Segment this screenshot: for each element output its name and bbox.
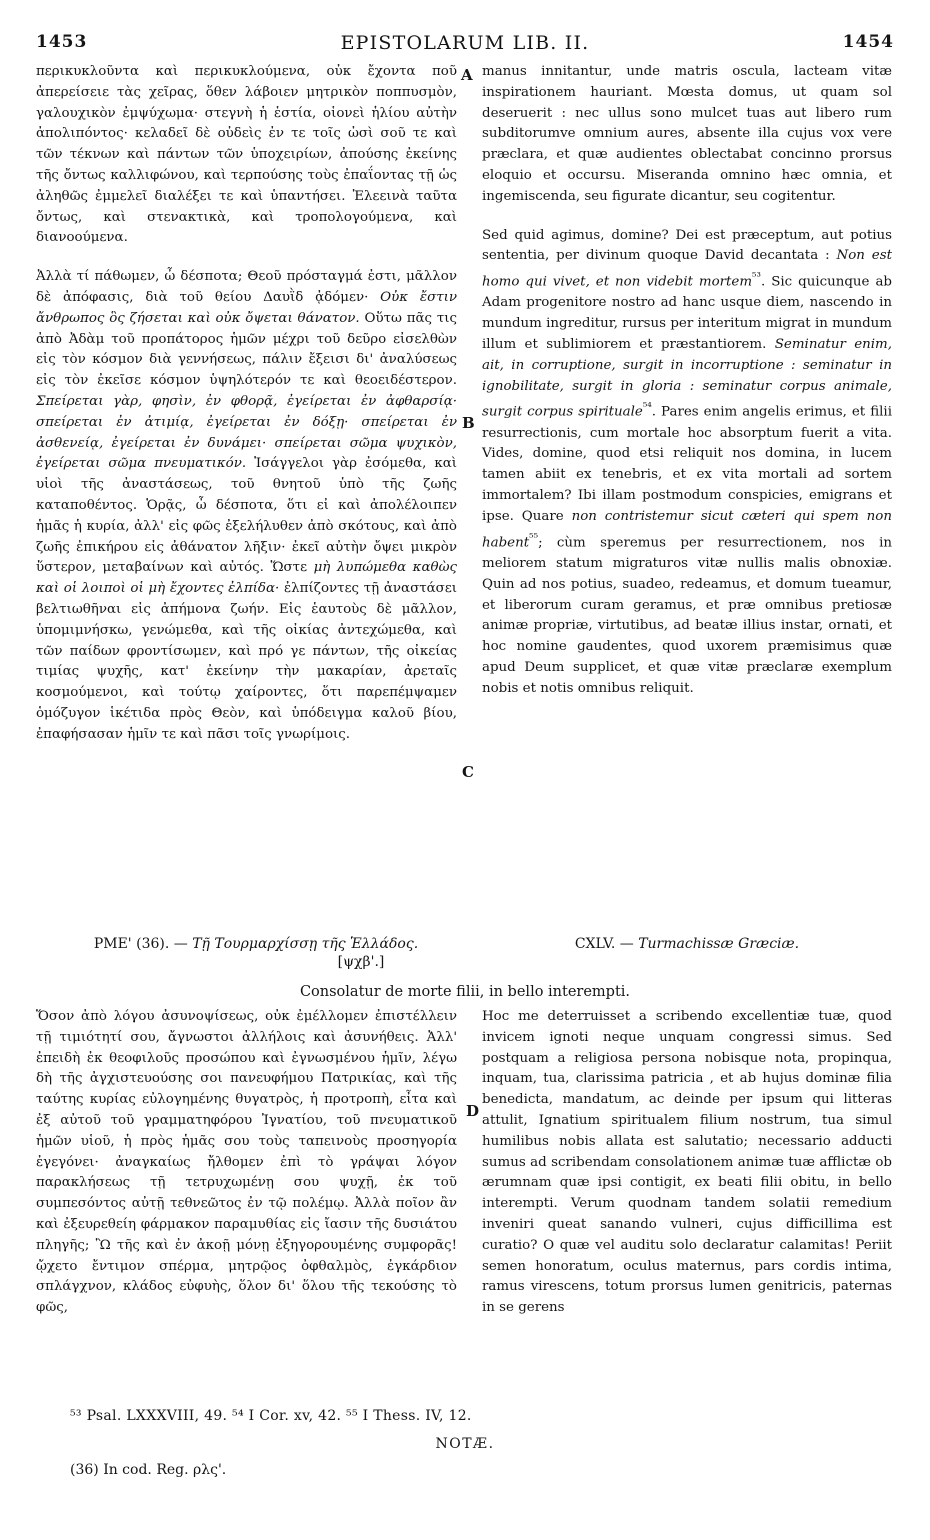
greek-paragraph-1: περικυκλοῦντα καὶ περικυκλούμενα, οὐκ ἔχοντα ποῦ ἀπερείσειε τὰς χεῖρας, ὅθεν λάβοιεν μητρικὸν ποππυσμὸν, γαλουχικὸν ἐμψύχωμα· στεγνὴ ἡ ἑστία, οἱονεὶ ἡλίου αὐτὴν ἀπολιπόντος· κελαδεῖ δὲ οὐδεὶς ἐν τε τοῖς ὠσὶ σοῦ τε καὶ τῶν τέκνων καὶ πάντων τῶν ὑποχειρίων, ἀπούσης ἐκείνης τῆς ὄντως καλλιφώνου, καὶ τερπούσης τοὺς ἐπαΐοντας τῇ ὡς ἀληθῶς ἐμμελεῖ διαλέξει τε καὶ ὑπαντήσει. Ἐλεεινὰ ταῦτα ὄντως, καὶ στενακτικὰ, καὶ τροπολογούμενα, καὶ διανοούμενα. <box>36 64 457 246</box>
running-title: EPISTOLARUM LIB. II. <box>340 32 590 54</box>
greek-epistle-heading <box>36 935 476 971</box>
latin-epistle-title: Turmachissæ Græciæ. <box>638 936 800 952</box>
footnote-mark: ⁵³ <box>752 270 761 284</box>
page-number-left: 1453 <box>36 32 88 52</box>
latin-text: ; cùm speremus per resurrectionem, nos in meliorem statum migraturos vitæ nullis malis obnoxiæ. Quin ad nos potius, suadeo, redeamus, et domum tueamur, et liberorum curam geramus, et præ omnibus pretiosæ animæ propriæ, virtutibus, ad beatæ illius instar, ornati, et hoc nomine gaudentes, quod uxorem præmisimus quæ apud Deum supplicet, et quæ vitæ præclaræ exemplum nobis et notis omnibus reliquit. <box>482 535 892 696</box>
latin-epistle-heading <box>482 935 892 953</box>
latin-text: . Sic quicunque ab Adam progenitore nostro ad hanc usque diem, nascendo in mundum ingreditur, rursus per interitum migrat in mundum illum et sublimiorem et præstantiorem. <box>482 274 893 353</box>
greek-text: ἐλπίζοντες τῇ ἀναστάσει βελτιωθῆναι εἰς ἀπήμονα ζωήν. Εἰς ἑαυτοὺς δὲ μᾶλλον, ὑπομιμνήσκω, γενώμεθα, καὶ τῆς οἰκίας ἀντεχώμεθα, καὶ τῶν παίδων φροντίσωμεν, καὶ πρό γε πάντων, τῆς οἰκείας τιμίας ψυχῆς, κατ' ἐκείνην τὴν μακαρίαν, ἀρεταῖς κοσμούμενοι, καὶ τούτῳ χαίροντες, ὅτι παρεπέμψαμεν ὁμόζυγον ἱκέτιδα πρὸς Θεὸν, καὶ ὑπόδειγμα καλοῦ βίου, ἐπαφήσασαν ἡμῖν τε καὶ πᾶσι τοῖς γνωρίμοις. <box>36 581 458 742</box>
notae-heading: NOTÆ. <box>435 1436 495 1452</box>
greek-column-bottom <box>36 1007 457 1319</box>
scripture-references: ⁵³ Psal. LXXXVIII, 49. ⁵⁴ I Cor. xv, 42. ⁵⁵ I Thess. IV, 12. <box>70 1408 472 1424</box>
greek-paragraph-2 <box>36 267 457 745</box>
epistle-argument: Consolatur de morte filii, in bello interempti. <box>299 984 631 1000</box>
section-marker-d: D <box>466 1102 480 1120</box>
greek-quotation: Οὐκ ἔστιν ἄνθρωπος ὃς ζήσεται καὶ οὐκ ὄψεται θάνατον. <box>36 289 458 326</box>
latin-text: . Pares enim angelis erimus, et filii resurrectionis, cum mortale hoc absorptum fuerit a vita. Vides, domine, quod etsi reliquit nos domina, in lucem tamen abiit ex tenebris, et ex vita mortali ad sortem immortalem? Ibi illam postmodum conspicies, emigrans et ipse. Quare <box>482 404 892 524</box>
greek-text: Ἀλλὰ τί πάθωμεν, ὦ δέσποτα; Θεοῦ πρόσταγμά ἐστι, μᾶλλον δὲ ἀπόφασις, διὰ τοῦ θείου Δαυῒδ ᾀδόμεν· <box>36 269 457 305</box>
footnote-mark: ⁵⁴ <box>642 400 652 414</box>
greek-quotation: Σπείρεται γὰρ, φησὶν, ἐν φθορᾷ, ἐγείρεται ἐν ἀφθαρσίᾳ· σπείρεται ἐν ἀτιμίᾳ, ἐγείρεται ἐν δόξῃ· σπείρεται ἐν ἀσθενείᾳ, ἐγείρεται ἐν δυνάμει· σπείρεται σῶμα ψυχικὸν, ἐγείρεται σῶμα πνευματικόν. <box>36 393 457 472</box>
greek-epistle-number: ΡΜΕ' (36). — <box>93 936 188 952</box>
greek-letter-text: Ὅσον ἀπὸ λόγου ἀσυνοψίσεως, οὐκ ἐμέλλομεν ἐπιστέλλειν τῇ τιμιότητί σου, ἄγνωστοι ἀλλήλοις καὶ ἀσυνήθεις. Ἀλλ' ἐπειδὴ ἐκ θεοφιλοῦς προσώπου καὶ ἐγνωσμένου ἡμῖν, λέγω δὴ τῆς ἀγχιστευούσης σοι πανευφήμου Πατρικίας, καὶ τῆς ταύτης κυρίας εὐλογημένης θυγατρὸς, ἡ προτροπὴ, εἶτα καὶ ἐξ αὐτοῦ τοῦ γραμματηφόρου Ἰγνατίου, τοῦ πνευματικοῦ ἡμῶν υἱοῦ, ἡ πρὸς ἡμᾶς σου τοὺς ταπεινοὺς προσηγορία ἐγεγόνει· ἀναγκαίως ἤλθομεν ἐπὶ τὸ γράψαι λόγον παρακλήσεως τῇ τετρυχωμένῃ σου ψυχῇ, ἐκ τοῦ συμπεσόντος αὐτῇ τεθνεῶτος ἐν τῷ πολέμῳ. Ἀλλὰ ποῖον ἂν καὶ ἐξευρεθείη φάρμακον παραμυθίας εἰς ἴασιν τῆς δυσιάτου πληγῆς; Ὢ τῆς καὶ ἐν ἀκοῇ μόνῃ ἐξηγορουμένης συμφορᾶς! ᾤχετο ἔντιμον σπέρμα, μητρῷος ὀφθαλμὸς, ἐγκάρδιον σπλάγχνον, κλάδος εὐφυὴς, ὅλον δι' ὅλου τῆς τεκούσης τὸ φῶς, <box>36 1009 457 1316</box>
greek-epistle-subnumber: [ψχβ'.] <box>337 954 385 970</box>
greek-epistle-title: Τῇ Τουρμαρχίσσῃ τῆς Ἑλλάδος. <box>192 936 419 952</box>
note-36: (36) In cod. Reg. ρλς'. <box>70 1462 227 1478</box>
greek-column-top <box>36 62 457 746</box>
latin-epistle-number: CXLV. — <box>574 936 634 952</box>
latin-paragraph-1: manus innitantur, unde matris oscula, lacteam vitæ inspirationem hauriant. Mœsta domus, ut quam sol deseruerit : nec ullus sono mulcet tuas aut libero rum subditorumve omnium aures, absente illa cujus vox vere præclara, et quæ audientes oblectabat concinno prorsus eloquio et occursu. Miseranda omnino hæc omnia, et ingemiscenda, seu figurate dicantur, seu cogitentur. <box>482 64 892 204</box>
latin-letter-text: Hoc me deterruisset a scribendo excellentiæ tuæ, quod invicem ignoti neque unquam congressi simus. Sed postquam a religiosa persona nobisque nota, propinqua, inquam, tua, clarissima patricia , et ab hujus dominæ filia benedicta, mandatum, ac deinde per ipsum qui litteras attulit, Ignatium spiritualem filium nostrum, tua simul humilibus nobis allata est salutatio; necessario adducti sumus ad scribendam consolationem animæ tuæ afflictæ ob ærumnam quæ ipsi contigit, ex beati filii obitu, in bello interempti. Verum quodnam tandem solatii remedium inveniri queat sanando vulneri, cujus difficillima est curatio? O quæ vel auditu solo declaratur calamitas! Periit semen honoratum, oculus maternus, pars cordis intima, ramus virescens, totum prorsus lumen genitricis, paternas in se gerens <box>482 1009 892 1316</box>
greek-text: Οὕτω πᾶς τις ἀπὸ Ἀδὰμ τοῦ προπάτορος ἡμῶν μέχρι τοῦ δεῦρο εἰσελθὼν εἰς τὸν κόσμον διὰ γεννήσεως, πάλιν ἔξεισι δι' ἀναλύσεως εἰς τὸν ἐκεῖσε κόσμον ὑψηλότερόν τε καὶ θεοειδέστερον. <box>36 310 457 389</box>
page-number-right: 1454 <box>842 32 894 52</box>
latin-quotation: Non est homo qui vivet, et non videbit mortem <box>482 248 892 290</box>
latin-column-bottom <box>482 1007 892 1319</box>
section-marker-a: A <box>461 66 473 84</box>
footnote-mark: ⁵⁵ <box>529 530 539 544</box>
page-header <box>36 32 894 56</box>
greek-text: Ἰσάγγελοι γὰρ ἐσόμεθα, καὶ υἱοὶ τῆς ἀναστάσεως, τοῦ θνητοῦ ὑπὸ τῆς ζωῆς καταποθέντος. Ὁρᾷς, ὦ δέσποτα, ὅτι εἰ καὶ ἀπολέλοιπεν ἡμᾶς ἡ κυρία, ἀλλ' εἰς φῶς ἐξελήλυθεν ἀπὸ σκότους, καὶ ἀπὸ ζωῆς ἐπικήρου εἰς ἀθάνατον λῆξιν· ἐκεῖ αὐτὴν ὄψει μικρὸν ὕστερον, μεταβαίνων καὶ αὐτός. Ὥστε <box>36 456 457 576</box>
latin-column-top <box>482 62 892 700</box>
latin-quotation: non contristemur sicut cæteri qui spem non habent <box>482 508 892 551</box>
latin-text: Sed quid agimus, domine? Dei est præceptum, aut potius sententia, per divinum quoque David decantata : <box>482 227 892 264</box>
section-marker-c: C <box>462 763 474 781</box>
section-marker-b: B <box>462 414 475 432</box>
greek-quotation: μὴ λυπώμεθα καθὼς καὶ οἱ λοιποὶ οἱ μὴ ἔχοντες ἐλπίδα· <box>36 560 457 597</box>
latin-quotation: Seminatur enim, ait, in corruptione, surgit in incorruptione : seminatur in ignobilitate, surgit in gloria : seminatur corpus animale, surgit corpus spirituale <box>482 337 892 420</box>
latin-paragraph-2 <box>482 226 892 700</box>
